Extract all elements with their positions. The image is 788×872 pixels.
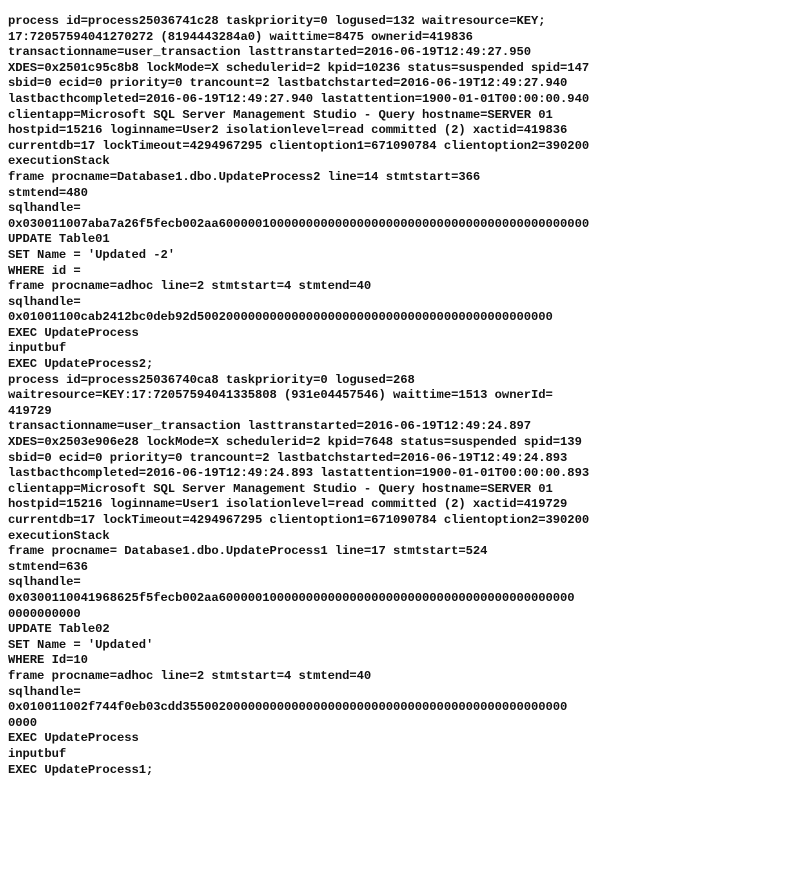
text-line: frame procname=adhoc line=2 stmtstart=4 stmtend=40 (8, 668, 372, 683)
text-line: hostpid=15216 loginname=User1 isolationlevel=read committed (2) xactid=419729 (8, 497, 568, 512)
text-line: 0000000000 (8, 606, 81, 621)
text-line: stmtend=636 (8, 559, 88, 574)
text-line: XDES=0x2503e906e28 lockMode=X schedulerid=2 kpid=7648 status=suspended spid=139 (8, 435, 582, 450)
text-line: UPDATE Table01 (8, 232, 110, 247)
text-line: transactionname=user_transaction lasttranstarted=2016-06-19T12:49:24.897 (8, 419, 531, 434)
text-line: sbid=0 ecid=0 priority=0 trancount=2 lastbatchstarted=2016-06-19T12:49:24.893 (8, 450, 568, 465)
text-line: 0x030011007aba7a26f5fecb002aa600000100000000000000000000000000000000000000000000 (8, 216, 590, 231)
text-line: frame procname=Database1.dbo.UpdateProcess2 line=14 stmtstart=366 (8, 169, 481, 184)
text-line: inputbuf (8, 341, 67, 356)
text-line: inputbuf (8, 746, 67, 761)
process-block-2 (8, 373, 788, 778)
text-line: sqlhandle= (8, 201, 81, 216)
text-line: SET Name = 'Updated -2' (8, 247, 176, 262)
text-line: process id=process25036741c28 taskpriority=0 logused=132 waitresource=KEY; (8, 14, 546, 28)
text-line: lastbacthcompleted=2016-06-19T12:49:27.940 lastattention=1900-01-01T00:00:00.940 (8, 91, 590, 106)
text-line: EXEC UpdateProcess1; (8, 762, 154, 777)
text-line: SET Name = 'Updated' (8, 637, 154, 652)
text-line: executionStack (8, 154, 110, 169)
text-line: 0000 (8, 715, 38, 730)
text-line: WHERE Id=10 (8, 653, 88, 668)
text-line: clientapp=Microsoft SQL Server Management Studio - Query hostname=SERVER 01 (8, 481, 553, 496)
text-line: currentdb=17 lockTimeout=4294967295 clientoption1=671090784 clientoption2=390200 (8, 513, 590, 527)
text-line: executionStack (8, 528, 110, 543)
text-line: 0x010011002f744f0eb03cdd35500200000000000000000000000000000000000000000000000 (8, 700, 568, 715)
text-line: sbid=0 ecid=0 priority=0 trancount=2 lastbatchstarted=2016-06-19T12:49:27.940 (8, 76, 568, 91)
text-line: clientapp=Microsoft SQL Server Management Studio - Query hostname=SERVER 01 (8, 107, 553, 122)
text-line: XDES=0x2501c95c8b8 lockMode=X schedulerid=2 kpid=10236 status=suspended spid=147 (8, 60, 590, 75)
text-line: frame procname= Database1.dbo.UpdateProcess1 line=17 stmtstart=524 (8, 544, 488, 559)
text-line: EXEC UpdateProcess (8, 731, 139, 746)
text-line: waitresource=KEY:17:72057594041335808 (931e04457546) waittime=1513 ownerId= (8, 388, 553, 403)
text-line: hostpid=15216 loginname=User2 isolationlevel=read committed (2) xactid=419836 (8, 123, 568, 138)
text-line: frame procname=adhoc line=2 stmtstart=4 stmtend=40 (8, 279, 372, 294)
text-line: sqlhandle= (8, 575, 81, 590)
text-line: 17:72057594041270272 (8194443284a0) waittime=8475 ownerid=419836 (8, 29, 473, 44)
text-line: 0x01001100cab2412bc0deb92d5002000000000000000000000000000000000000000000000 (8, 310, 553, 325)
text-line: process id=process25036740ca8 taskpriority=0 logused=268 (8, 372, 415, 387)
text-line: EXEC UpdateProcess (8, 325, 139, 340)
text-line: 0x0300110041968625f5fecb002aa6000001000000000000000000000000000000000000000000 (8, 590, 575, 605)
text-line: 419729 (8, 403, 52, 418)
text-line: UPDATE Table02 (8, 622, 110, 637)
text-line: transactionname=user_transaction lasttranstarted=2016-06-19T12:49:27.950 (8, 45, 531, 60)
text-line: lastbacthcompleted=2016-06-19T12:49:24.893 lastattention=1900-01-01T00:00:00.893 (8, 466, 590, 481)
text-line: WHERE id = (8, 263, 81, 278)
text-line: currentdb=17 lockTimeout=4294967295 clientoption1=671090784 clientoption2=390200 (8, 138, 590, 153)
text-line: EXEC UpdateProcess2; (8, 357, 154, 372)
text-line: sqlhandle= (8, 684, 81, 699)
text-line: stmtend=480 (8, 185, 88, 200)
process-block-1 (8, 14, 788, 373)
text-line: sqlhandle= (8, 294, 81, 309)
